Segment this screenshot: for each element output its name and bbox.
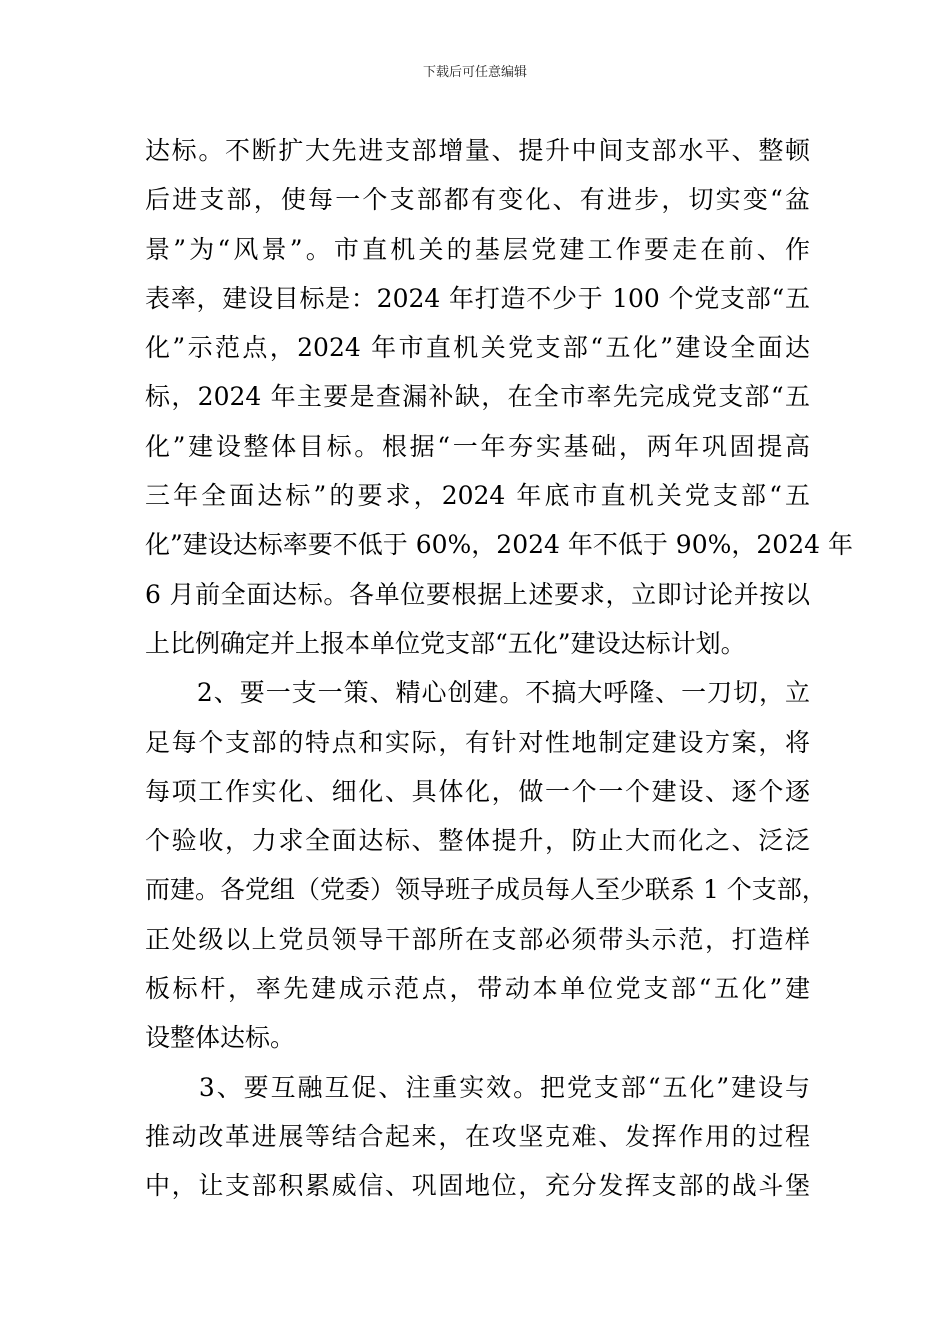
- text-line: 板标杆，率先建成示范点，带动本单位党支部“五化”建: [145, 974, 810, 1004]
- page-header: 下载后可任意编辑: [422, 65, 527, 80]
- text-line: 景”为“风景”。市直机关的基层党建工作要走在前、作: [145, 234, 810, 264]
- text-line: 3、要互融互促、注重实效。把党支部“五化”建设与: [145, 1072, 810, 1102]
- text-line: 每项工作实化、细化、具体化，做一个一个建设、逐个逐: [145, 776, 810, 806]
- text-line: 后进支部，使每一个支部都有变化、有进步，切实变“盆: [145, 185, 810, 215]
- text-line: 中，让支部积累威信、巩固地位，充分发挥支部的战斗堡: [145, 1171, 810, 1201]
- text-line: 化”建设达标率要不低于 60%，2024 年不低于 90%，2024 年: [145, 530, 853, 560]
- text-line: 6 月前全面达标。各单位要根据上述要求，立即讨论并按以: [145, 579, 810, 609]
- text-line: 标，2024 年主要是查漏补缺，在全市率先完成党支部“五: [145, 382, 810, 412]
- text-line: 表率，建设目标是：2024 年打造不少于 100 个党支部“五: [145, 283, 810, 313]
- text-line: 足每个支部的特点和实际，有针对性地制定建设方案，将: [145, 727, 810, 757]
- text-line: 化”示范点，2024 年市直机关党支部“五化”建设全面达: [145, 333, 810, 363]
- text-line: 推动改革进展等结合起来，在攻坚克难、发挥作用的过程: [145, 1121, 810, 1151]
- text-line: 化”建设整体目标。根据“一年夯实基础，两年巩固提高: [145, 431, 810, 461]
- text-line: 而建。各党组（党委）领导班子成员每人至少联系 1 个支部，: [145, 875, 827, 905]
- text-line: 设整体达标。: [145, 1023, 296, 1053]
- text-line: 2、要一支一策、精心创建。不搞大呼隆、一刀切，立: [145, 678, 810, 708]
- text-line: 上比例确定并上报本单位党支部“五化”建设达标计划。: [145, 628, 746, 658]
- text-line: 个验收，力求全面达标、整体提升，防止大而化之、泛泛: [145, 826, 810, 856]
- text-line: 正处级以上党员领导干部所在支部必须带头示范，打造样: [145, 924, 810, 954]
- text-line: 达标。不断扩大先进支部增量、提升中间支部水平、整顿: [145, 136, 810, 165]
- text-line: 三年全面达标”的要求，2024 年底市直机关党支部“五: [145, 481, 810, 511]
- document-body: [145, 126, 853, 1211]
